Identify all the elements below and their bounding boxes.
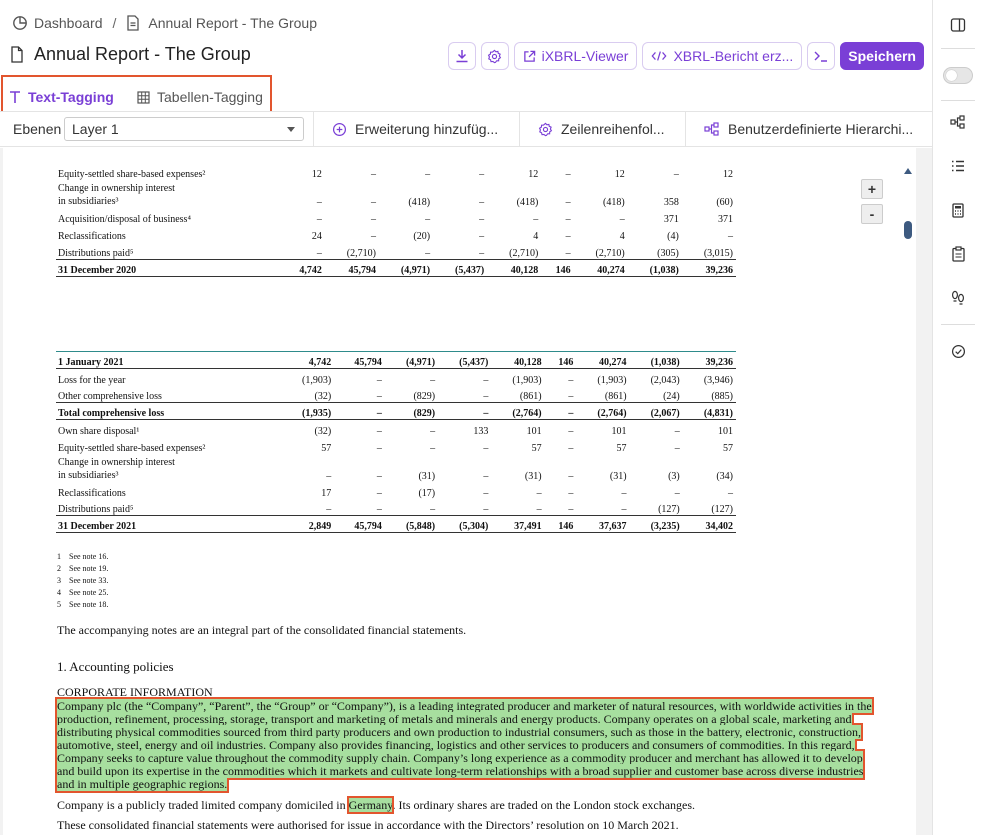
table-cell: (418) [408,197,431,208]
table-cell: – [536,487,542,499]
table-cell: (305) [657,247,679,259]
table-cell: 57 [723,442,733,454]
list-panel-button[interactable] [949,157,967,175]
table-row[interactable] [56,516,736,533]
table-cell: – [568,504,574,515]
table-cell: – [479,214,485,225]
table-cell: (1,903) [512,374,542,386]
tab-table-tagging-label: Tabellen-Tagging [157,89,263,105]
table-cell: (31) [609,470,627,482]
table-cell: 57 [321,442,332,454]
table-cell: (1,038) [630,352,683,369]
table-cell: – [545,420,577,437]
table-row[interactable] [56,259,736,276]
footnote-text: See note 19. [69,564,109,573]
list-icon [951,160,965,172]
table-cell: 146 [541,259,573,276]
table-cell: – [326,504,332,515]
custom-hierarchy-button[interactable] [704,112,913,146]
table-cell: – [483,442,489,454]
table-row[interactable] [56,180,736,208]
footnote-text: See note 16. [69,552,109,561]
table-cell: – [673,169,679,180]
table-cell: (32) [281,420,334,437]
table-cell: (885) [711,391,733,402]
table-cell: 39,236 [683,352,736,369]
add-extension-label: Erweiterung hinzufüg... [355,121,499,137]
chevron-down-icon [287,127,295,132]
table-cell: – [376,391,382,402]
table-cell: – [334,420,385,437]
table-cell: – [370,169,376,180]
download-button[interactable] [448,42,476,70]
table-cell: 37,491 [491,516,544,533]
table-cell: (31) [524,470,542,482]
footnote [57,551,108,563]
domicile-text [57,799,879,812]
table-cell: 12 [311,169,322,180]
layers-label: Ebenen [13,121,62,137]
tab-text-tagging-label: Text-Tagging [28,89,114,105]
equity-table-2021 [56,351,736,533]
table-cell: (418) [516,197,539,208]
file-icon [10,46,26,64]
table-cell: 12 [528,169,539,180]
page-title: Annual Report - The Group [34,44,251,64]
table-cell: – [316,214,322,225]
table-cell: (127) [711,504,733,515]
table-cell: (4) [667,231,679,242]
table-cell: – [533,214,539,225]
table-cell: (4,831) [683,403,736,420]
row-label: 31 December 2020 [56,259,281,276]
footnote-text: See note 18. [69,600,109,609]
hierarchy-panel-button[interactable] [949,113,967,131]
table-cell: (2,710) [595,247,625,259]
table-cell: – [483,487,489,499]
table-cell: 101 [576,420,629,437]
footnote-number: 2 [57,564,61,573]
corporate-heading: CORPORATE INFORMATION [57,685,213,699]
table-cell: – [376,487,382,499]
table-cell: 40,274 [576,352,629,369]
table-cell: – [483,504,489,515]
table-cell: 358 [663,197,679,208]
validation-panel-button[interactable] [949,342,967,360]
table-cell: 2,849 [281,516,334,533]
breadcrumb-current[interactable]: Annual Report - The Group [148,15,318,31]
tagged-country[interactable]: Germany [348,798,393,812]
table-cell: – [568,391,574,402]
divider [313,112,314,146]
divider [941,100,975,101]
table-cell: – [430,374,436,386]
table-cell: – [621,504,627,515]
add-extension-button[interactable] [332,112,498,146]
table-cell: (3,015) [703,247,733,259]
table-cell: (60) [716,197,733,208]
xbrl-report-button[interactable] [642,42,802,70]
table-cell: – [568,442,574,454]
domicile-before: Company is a publicly traded limited company domiciled in [57,798,349,812]
table-cell: (32) [314,391,332,402]
table-cell: 45,794 [334,352,385,369]
hierarchy-icon [704,122,720,136]
table-row[interactable] [56,499,736,516]
tab-table-tagging[interactable] [137,83,263,111]
footnote-number: 1 [57,552,61,561]
notes-statement: The accompanying notes are an integral part of the consolidated financial statements. [57,623,467,637]
table-cell: 146 [545,516,577,533]
table-cell: 17 [321,487,332,499]
row-label: Equity-settled share-based expenses² [58,169,206,180]
code-icon [651,50,667,62]
footnote [57,599,108,611]
table-cell: – [545,403,577,420]
table-cell: – [376,374,382,386]
table-cell: 371 [718,214,733,225]
table-cell: (2,710) [509,247,539,259]
table-cell: – [316,247,322,259]
table-cell: – [565,214,571,225]
table-cell: – [334,403,385,420]
tagging-toolbar [0,111,932,147]
layer-select-value: Layer 1 [72,121,119,137]
footnote-number: 5 [57,600,61,609]
table-cell: 45,794 [334,516,385,533]
table-cell: – [565,197,571,208]
clipboard-icon [952,246,965,262]
table-cell: (2,043) [650,374,680,386]
row-label: Acquisition/disposal of business⁴ [58,214,191,225]
table-cell: (1,935) [281,403,334,420]
breadcrumb-dashboard-link[interactable]: Dashboard [34,15,103,31]
table-cell: (31) [418,470,436,482]
table-cell: (1,038) [628,259,682,276]
check-circle-icon [951,344,966,359]
gear-icon [487,49,502,64]
table-cell: (5,848) [385,516,438,533]
table-cell: – [425,169,431,180]
table-cell: 4 [533,231,539,242]
table-cell: (3,946) [703,374,733,386]
table-row[interactable] [56,403,736,420]
table-cell: 101 [491,420,544,437]
divider [941,324,975,325]
table-cell: – [630,420,683,437]
table-cell: – [568,374,574,386]
footnote [57,575,108,587]
table-icon [137,91,150,104]
calculator-panel-button[interactable] [949,201,967,219]
table-cell: 39,236 [682,259,736,276]
table-cell: (20) [413,231,431,242]
footprints-icon [951,290,965,306]
row-order-label: Zeilenreihenfol... [561,121,665,137]
row-label: Reclassifications [58,487,126,499]
title-row [10,44,251,65]
table-cell: (861) [519,391,542,402]
row-label: 31 December 2021 [56,516,281,533]
table-row[interactable] [56,454,736,482]
vertical-scrollbar[interactable] [900,166,916,835]
breadcrumb-separator: / [112,15,117,31]
row-label: Distributions paid⁵ [58,504,134,515]
table-cell: 12 [614,169,625,180]
table-cell: – [425,214,431,225]
authorised-text: These consolidated financial statements were authorised for issue in accordance with the Directors’ resolution on 10 March 2021. [57,818,679,832]
divider [685,112,686,146]
table-cell: (2,764) [576,403,629,420]
table-cell: 40,128 [487,259,541,276]
table-cell: – [674,442,680,454]
table-cell: (2,764) [491,403,544,420]
table-cell: – [479,169,485,180]
table-row[interactable] [56,437,736,454]
table-cell: 34,402 [683,516,736,533]
table-cell: – [370,214,376,225]
table-cell: – [385,420,438,437]
save-button[interactable]: Speichern [840,42,924,70]
table-cell: 40,128 [491,352,544,369]
table-cell: (418) [603,197,625,208]
ixbrl-viewer-button[interactable] [514,42,638,70]
document-icon [126,15,142,31]
table-cell: – [728,487,733,499]
table-cell: (1,903) [597,374,627,386]
table-cell: 4,742 [281,259,325,276]
table-cell: – [376,442,382,454]
table-cell: 371 [663,214,679,225]
table-cell: 40,274 [574,259,628,276]
table-row[interactable] [56,208,736,225]
table-row[interactable] [56,369,736,386]
table-cell: – [316,197,322,208]
tagged-text[interactable]: Company plc (the “Company”, “Parent”, the “Group” or “Company”), is a leading integrated producer and marketer of natural resources, with worldwide activities in the production, refinement, processing, storage, transport and marketing of metals and minerals and energy products. Company operates on a global scale, marketing and distributing physical commodities sourced from third party producers and own production to industrial consumers, such as those in the battery, electronic, construction, automotive, steel, energy and oil industries. Company also provides financing, logistics and other services to producers and consumers of commodities. In this regard, Company seeks to capture value throughout the commodity supply chain. Company’s long experience as a commodity producer and merchant has allowed it to develop and build upon its expertise in the commodities which it markets and cultivate long-term relationships with a broad supplier and customer base across diverse industries and in multiple geographic regions. [57,699,872,791]
plus-circle-icon [332,122,347,137]
text-icon [9,90,21,104]
table-cell: (2,710) [346,247,376,259]
table-cell: – [674,487,680,499]
section-heading: 1. Accounting policies [57,659,174,674]
header-actions [448,42,924,70]
row-label: Distributions paid⁵ [58,247,134,259]
terminal-icon [813,49,829,63]
table-cell: (5,437) [438,352,491,369]
zoom-in-button[interactable]: + [861,179,883,199]
panel-toggle-button[interactable] [949,16,967,34]
scroll-up-icon[interactable] [904,168,912,174]
tagging-tabs [1,75,272,115]
row-order-button[interactable] [538,112,665,146]
layer-select[interactable] [64,117,304,141]
table-cell: (1,903) [302,374,332,386]
table-cell: – [565,169,571,180]
table-cell: (829) [413,391,436,402]
row-label: Total comprehensive loss [56,403,281,420]
scrollbar-thumb[interactable] [904,221,912,239]
equity-table-2020 [56,163,736,277]
table-cell: (2,067) [630,403,683,420]
header [0,0,932,112]
xbrl-report-label: XBRL-Bericht erz... [673,48,794,64]
table-cell: 45,794 [325,259,379,276]
download-icon [455,49,469,63]
table-cell: – [728,231,733,242]
table-row[interactable] [56,352,736,369]
footnotes [57,551,108,611]
custom-hierarchy-label: Benutzerdefinierte Hierarchi... [728,121,914,137]
table-row[interactable] [56,225,736,242]
table-cell: (5,437) [433,259,487,276]
table-cell: – [483,470,489,482]
breadcrumb [12,15,317,31]
table-cell: – [479,197,485,208]
table-cell: 4 [619,231,625,242]
table-cell: – [483,374,489,386]
row-label: Loss for the year [58,374,126,386]
console-button[interactable] [807,42,835,70]
dashboard-icon [12,15,28,31]
table-cell: 37,637 [576,516,629,533]
table-cell: – [568,470,574,482]
tab-text-tagging[interactable] [9,83,114,111]
divider [941,48,975,49]
table-row[interactable] [56,163,736,180]
domicile-after: . Its ordinary shares are traded on the London stock exchanges. [392,798,696,812]
table-row[interactable] [56,386,736,403]
table-cell: 24 [311,231,322,242]
sidebar-panel-icon [950,17,966,33]
zoom-out-button[interactable]: - [861,204,883,224]
footnote [57,563,108,575]
footnote-text: See note 33. [69,576,109,585]
table-cell: 101 [683,420,736,437]
table-cell: – [370,231,376,242]
table-cell: (34) [716,470,733,482]
calculator-icon [952,203,964,218]
table-cell: – [438,403,491,420]
hierarchy-icon [950,115,966,129]
table-cell: 133 [438,420,491,437]
divider [519,112,520,146]
table-cell: – [619,214,625,225]
external-link-icon [523,50,536,63]
table-cell: – [376,470,382,482]
table-cell: – [370,197,376,208]
table-cell: (3,235) [630,516,683,533]
table-cell: – [565,231,571,242]
document-page [3,148,916,835]
table-cell: (3) [668,470,680,482]
table-cell: 146 [545,352,577,369]
table-row[interactable] [56,482,736,499]
row-label: Change in ownership interest in subsidiaries³ [58,183,175,207]
table-cell: – [430,504,436,515]
mode-toggle[interactable] [943,67,973,84]
table-cell: – [565,247,571,259]
table-cell: (4,971) [385,352,438,369]
table-cell: – [568,487,574,499]
footprints-panel-button[interactable] [949,289,967,307]
row-label: Equity-settled share-based expenses² [58,442,206,454]
corporate-paragraph[interactable] [57,700,879,791]
table-cell: – [536,504,542,515]
row-label: Own share disposal¹ [56,420,281,437]
table-cell: – [621,487,627,499]
table-cell: – [326,470,332,482]
table-cell: (5,304) [438,516,491,533]
table-cell: (4,971) [379,259,433,276]
table-cell: (127) [658,504,680,515]
settings-button[interactable] [481,42,509,70]
table-cell: (17) [418,487,436,499]
table-cell: 4,742 [281,352,334,369]
table-cell: – [430,442,436,454]
footnote [57,587,108,599]
clipboard-panel-button[interactable] [949,245,967,263]
footnote-number: 4 [57,588,61,597]
table-cell: 57 [616,442,627,454]
right-sidebar [932,0,981,835]
table-cell: – [483,391,489,402]
table-row[interactable] [56,420,736,437]
table-cell: (829) [385,403,438,420]
row-label: Other comprehensive loss [58,391,162,402]
row-label: 1 January 2021 [56,352,281,369]
document-viewer[interactable] [0,148,932,835]
table-cell: 12 [723,169,733,180]
table-cell: (24) [663,391,680,402]
table-cell: – [479,231,485,242]
table-cell: (861) [604,391,627,402]
row-label: Change in ownership interest in subsidiaries³ [58,456,175,481]
footnote-number: 3 [57,576,61,585]
table-cell: – [425,247,431,259]
row-label: Reclassifications [58,231,126,242]
table-cell: 57 [531,442,542,454]
footnote-text: See note 25. [69,588,109,597]
table-row[interactable] [56,242,736,259]
table-cell: – [479,247,485,259]
table-cell: – [376,504,382,515]
gear-icon [538,122,553,137]
ixbrl-viewer-label: iXBRL-Viewer [541,48,629,64]
